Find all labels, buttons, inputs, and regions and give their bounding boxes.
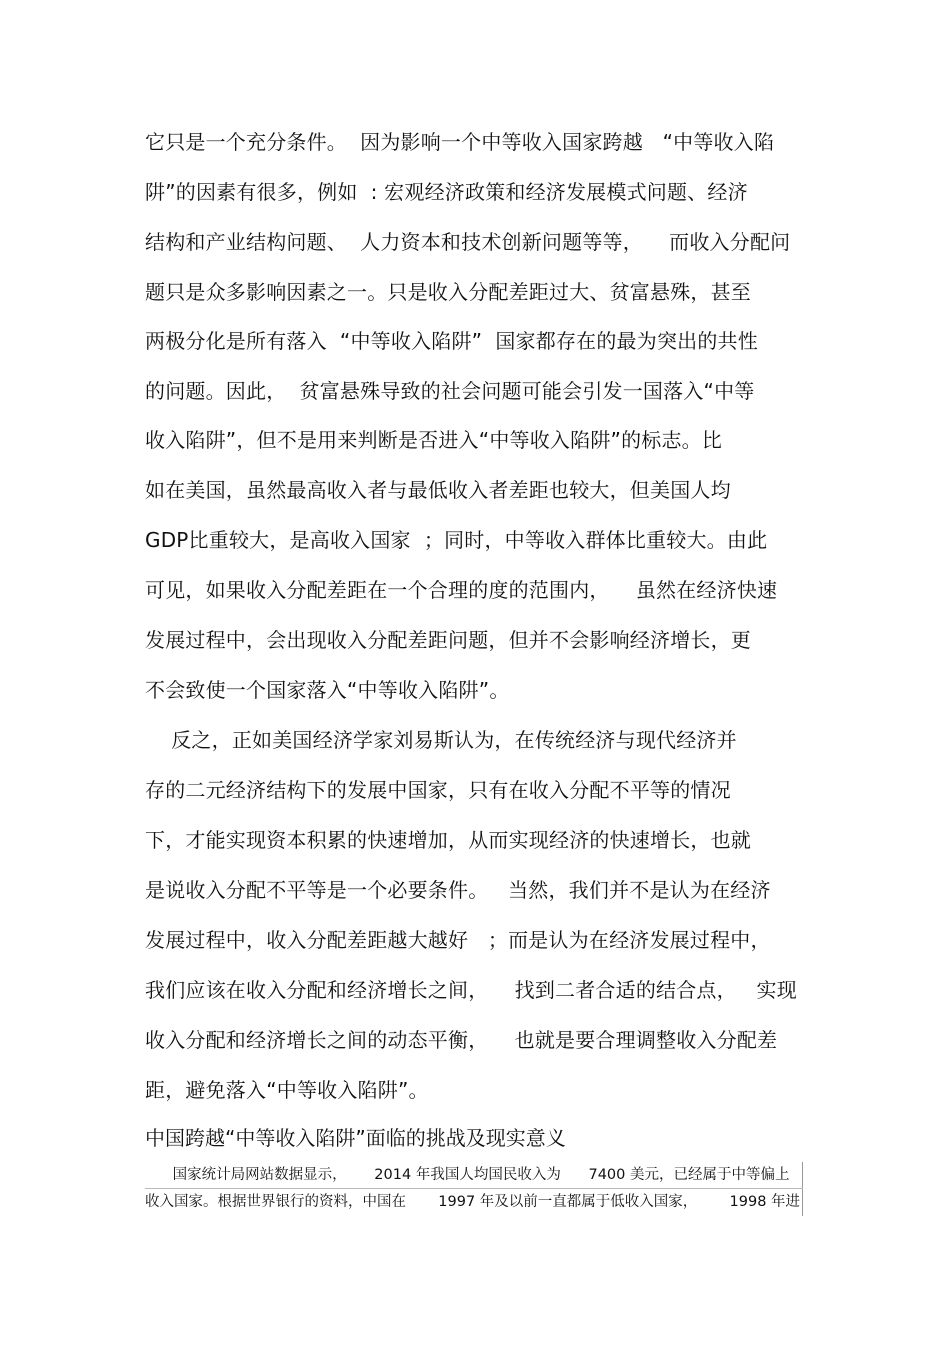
body-line: 阱”的因素有很多，例如 : 宏观经济政策和经济发展模式问题、经济 xyxy=(145,180,748,204)
body-line: 发展过程中，收入分配差距越大越好 ；而是认为在经济发展过程中， xyxy=(145,928,771,952)
small-line: 国家统计局网站数据显示， 2014 年我国人均国民收入为 7400 美元，已经属于中等偏上 xyxy=(145,1167,790,1183)
table-border-bottom xyxy=(145,1188,803,1189)
body-line: 两极分化是所有落入 “中等收入陷阱” 国家都存在的最为突出的共性 xyxy=(145,329,758,353)
body-line: 如在美国，虽然最高收入者与最低收入者差距也较大，但美国人均 xyxy=(145,478,731,502)
body-line: GDP比重较大，是高收入国家 ；同时，中等收入群体比重较大。由此 xyxy=(145,528,768,552)
body-line: 距，避免落入“中等收入陷阱”。 xyxy=(145,1078,429,1102)
body-line: 不会致使一个国家落入“中等收入陷阱”。 xyxy=(145,678,510,702)
table-border-right xyxy=(802,1162,803,1216)
body-line: 结构和产业结构问题、 人力资本和技术创新问题等等， 而收入分配问 xyxy=(145,230,791,254)
section-heading: 中国跨越“中等收入陷阱”面临的挑战及现实意义 xyxy=(145,1126,566,1150)
body-line: 它只是一个充分条件。 因为影响一个中等收入国家跨越 “中等收入陷 xyxy=(145,130,775,154)
body-line: 存的二元经济结构下的发展中国家，只有在收入分配不平等的情况 xyxy=(145,778,731,802)
body-line: 收入分配和经济增长之间的动态平衡， 也就是要合理调整收入分配差 xyxy=(145,1028,778,1052)
body-line: 下，才能实现资本积累的快速增加，从而实现经济的快速增长，也就 xyxy=(145,828,751,852)
body-line: 反之，正如美国经济学家刘易斯认为，在传统经济与现代经济并 xyxy=(145,728,737,752)
body-line: 是说收入分配不平等是一个必要条件。 当然，我们并不是认为在经济 xyxy=(145,878,771,902)
small-line: 收入国家。根据世界银行的资料，中国在 1997 年及以前一直都属于低收入国家， 1998 年进 xyxy=(145,1194,801,1210)
body-line: 的问题。因此， 贫富悬殊导致的社会问题可能会引发一国落入“中等 xyxy=(145,379,755,403)
body-line: 发展过程中，会出现收入分配差距问题，但并不会影响经济增长，更 xyxy=(145,628,751,652)
body-line: 题只是众多影响因素之一。只是收入分配差距过大、贫富悬殊，甚至 xyxy=(145,280,751,304)
body-line: 可见，如果收入分配差距在一个合理的度的范围内， 虽然在经济快速 xyxy=(145,578,778,602)
body-line: 收入陷阱”，但不是用来判断是否进入“中等收入陷阱”的标志。比 xyxy=(145,428,723,452)
body-line: 我们应该在收入分配和经济增长之间， 找到二者合适的结合点， 实现 xyxy=(145,978,797,1002)
